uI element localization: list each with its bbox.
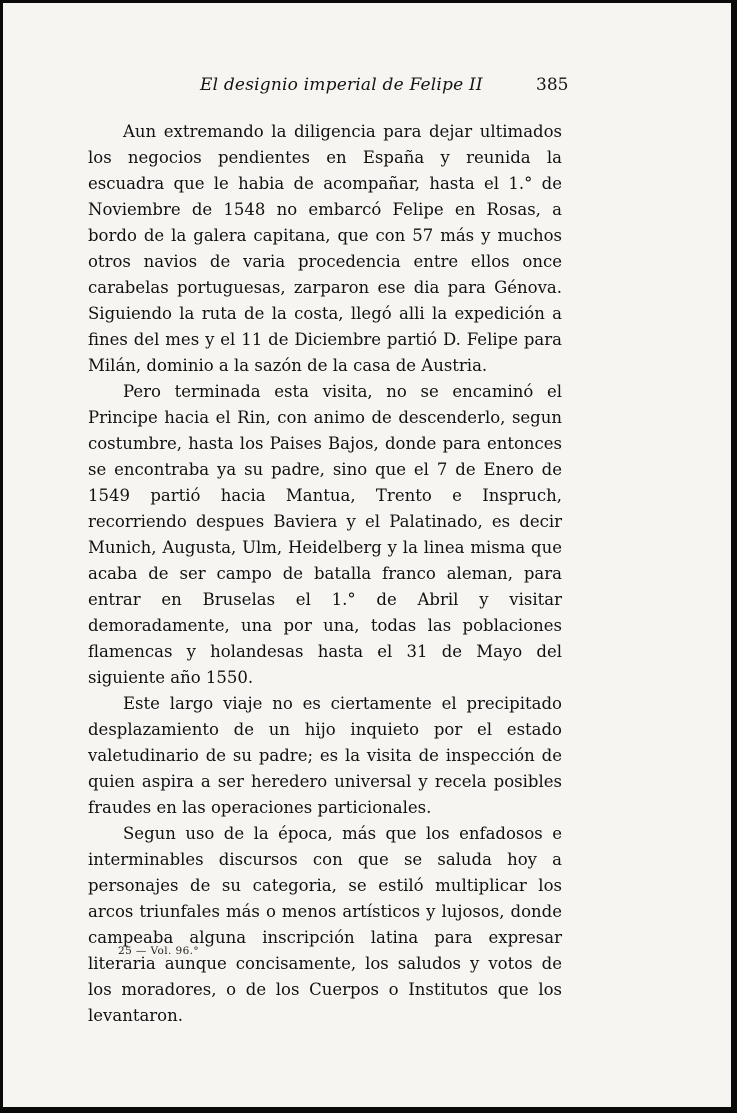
book-page bbox=[3, 3, 731, 1107]
page-header bbox=[3, 75, 731, 105]
paragraph: Este largo viaje no es ciertamente el precipitado desplazamiento de un hijo inquieto por el estado valetudinario de su padre; es la visita de inspección de quien aspira a ser heredero universal y recela posibles fraudes en las operaciones particionales. bbox=[88, 694, 562, 817]
running-title: El designio imperial de Felipe II bbox=[200, 75, 483, 95]
paragraph: Segun uso de la época, más que los enfadosos e interminables discursos con que se saluda hoy a personajes de su categoria, se estiló multiplicar los arcos triunfales más o menos artísticos y lujosos, donde campeaba alguna inscripción latina para expresar literaria aunque concisamente, los saludos y votos de los moradores, o de los Cuerpos o Institutos que los levantaron. bbox=[88, 824, 562, 1025]
paragraph: Pero terminada esta visita, no se encaminó el Principe hacia el Rin, con animo de descenderlo, segun costumbre, hasta los Paises Bajos, donde para entonces se encontraba ya su padre, sino que el 7 de Enero de 1549 partió hacia Mantua, Trento e Inspruch, recorriendo despues Baviera y el Palatinado, es decir Munich, Augusta, Ulm, Heidelberg y la linea misma que acaba de ser campo de batalla franco aleman, para entrar en Bruselas el 1.° de Abril y visitar demoradamente, una por una, todas las poblaciones flamencas y holandesas hasta el 31 de Mayo del siguiente año 1550. bbox=[88, 382, 562, 687]
page-number: 385 bbox=[536, 75, 569, 95]
paragraph: Aun extremando la diligencia para dejar ultimados los negocios pendientes en España y reunida la escuadra que le habia de acompañar, hasta el 1.° de Noviembre de 1548 no embarcó Felipe en Rosas, a bordo de la galera capitana, que con 57 más y muchos otros navios de varia procedencia entre ellos once carabelas portuguesas, zarparon ese dia para Génova. Siguiendo la ruta de la costa, llegó alli la expedición a fines del mes y el 11 de Diciembre partió D. Felipe para Milán, dominio a la sazón de la casa de Austria. bbox=[88, 122, 562, 375]
body-text bbox=[88, 119, 562, 1029]
signature-mark: 25 — Vol. 96.° bbox=[118, 945, 200, 957]
